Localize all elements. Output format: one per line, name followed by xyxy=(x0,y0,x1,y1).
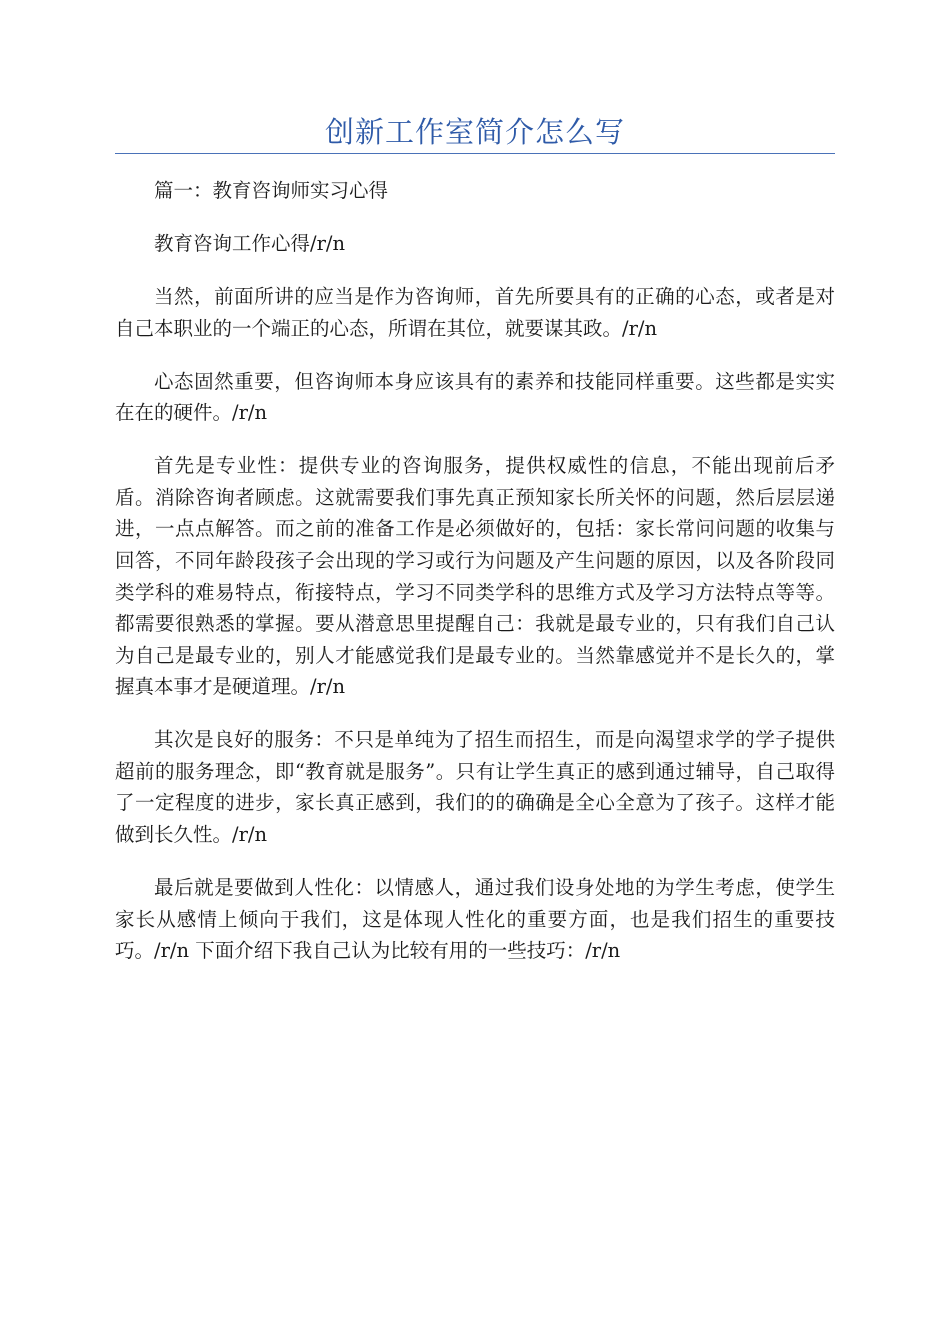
title-underline xyxy=(115,153,835,154)
paragraph: 心态固然重要，但咨询师本身应该具有的素养和技能同样重要。这些都是实实在在的硬件。/r/n xyxy=(115,369,835,425)
paragraph: 最后就是要做到人性化：以情感人，通过我们设身处地的为学生考虑，使学生家长从感情上倾向于我们，这是体现人性化的重要方面，也是我们招生的重要技巧。/r/n 下面介绍下我自己认为比较有用的一些技巧：/r/n xyxy=(115,876,835,963)
page-title: 创新工作室简介怎么写 xyxy=(324,115,625,149)
paragraph: 首先是专业性：提供专业的咨询服务，提供权威性的信息，不能出现前后矛盾。消除咨询者顾虑。这就需要我们事先真正预知家长所关怀的问题，然后层层递进，一点点解答。而之前的准备工作是必须做好的，包括：家长常问问题的收集与回答，不同年龄段孩子会出现的学习或行为问题及产生问题的原因，以及各阶段同类学科的难易特点，衔接特点，学习不同类学科的思维方式及学习方法特点等等。都需要很熟悉的掌握。要从潜意思里提醒自己：我就是最专业的，只有我们自己认为自己是最专业的，别人才能感觉我们是最专业的。当然靠感觉并不是长久的，掌握真本事才是硬道理。/r/n xyxy=(115,454,835,699)
document-body xyxy=(115,175,835,988)
section-heading: 篇一：教育咨询师实习心得 xyxy=(154,179,389,202)
subheading: 教育咨询工作心得/r/n xyxy=(154,231,346,255)
paragraph: 其次是良好的服务：不只是单纯为了招生而招生，而是向渴望求学的学子提供超前的服务理念，即“教育就是服务”。只有让学生真正的感到通过辅导，自己取得了一定程度的进步，家长真正感到，我们的的确确是全心全意为了孩子。这样才能做到长久性。/r/n xyxy=(115,728,835,847)
paragraph: 当然，前面所讲的应当是作为咨询师，首先所要具有的正确的心态，或者是对自己本职业的一个端正的心态，所谓在其位，就要谋其政。/r/n xyxy=(115,284,835,340)
